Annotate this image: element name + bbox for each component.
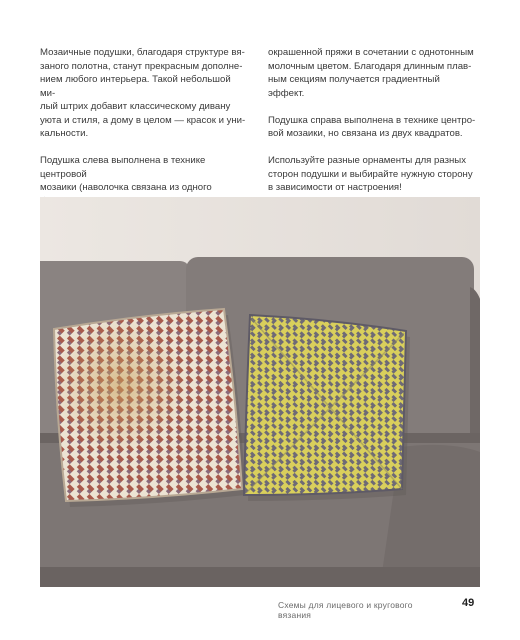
paragraph-tip: Используйте разные орнаменты для разных сторон подушки и выбирайте нужную сторону в зависимости от настроения! [268, 155, 473, 193]
page-number: 49 [462, 597, 475, 609]
right-pillow [244, 315, 410, 501]
paragraph-right-pillow: Подушка справа выполнена в технике центро- вой мозаики, но связана из двух квадратов. [268, 114, 476, 139]
text-column-right [268, 46, 476, 208]
paragraph-continuation: окрашенной пряжи в сочетании с однотонным молочным цветом. Благодаря длинным плав- ным секциям получается градиентный эффект. [268, 47, 474, 99]
paragraph-left-pillow: Подушка слева выполнена в технике центровой мозаики (наволочка связана из одного [40, 155, 212, 193]
left-pillow [54, 309, 246, 507]
footer-book-title: Схемы для лицевого и кругового вязания [278, 600, 413, 620]
photo-illustration [40, 197, 480, 587]
sofa-pillows-photo [40, 197, 480, 587]
paragraph-intro: Мозаичные подушки, благодаря структуре вя- заного полотна, станут прекрасным дополне- нием любого интерьера. Такой небольшой ми- лый штрих добавит классическому дивану уюта и стиля, а дому в целом — красок и уни- кальности. [40, 47, 246, 139]
